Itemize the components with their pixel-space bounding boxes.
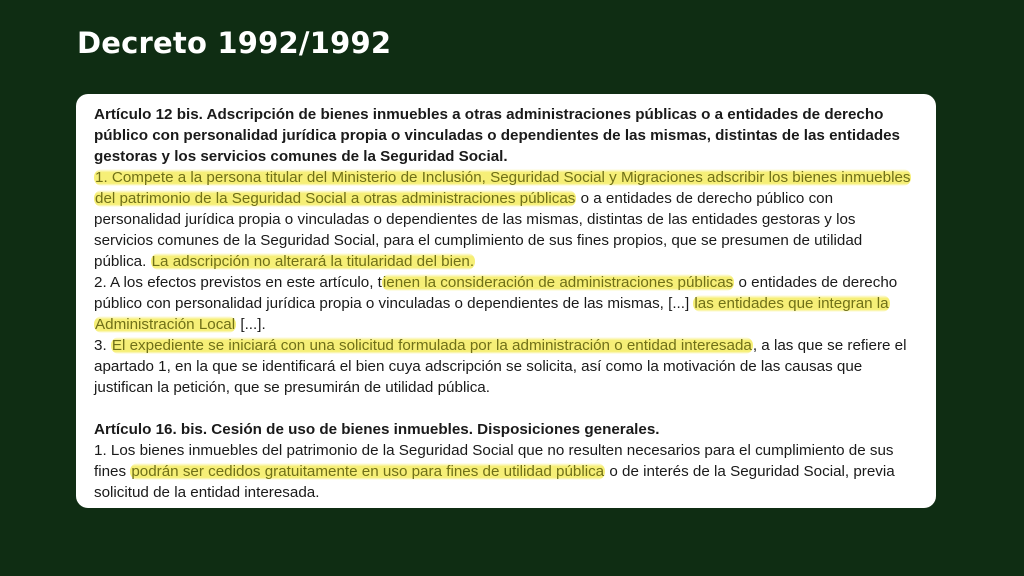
article-12-paragraph-3 [94, 335, 918, 398]
paragraph-number: 3. [94, 337, 111, 354]
paragraph-text: 1. Los bienes inmuebles del patrimonio de la Seguridad Social que no resulten necesarios para el cumplimiento de sus fines [94, 442, 894, 480]
highlight: las entidades que integran la Administración Local [95, 295, 889, 333]
paragraph-text: o a entidades de derecho público con personalidad jurídica propia o vinculadas o dependientes de las mismas, distintas de las entidades gestoras y los servicios comunes de la Seguridad Social, para el cumplimiento de sus fines propios, que se presumen de utilidad pública. [94, 190, 863, 270]
article-16-paragraph-1 [94, 440, 918, 503]
paragraph-text: [...]. [236, 316, 266, 333]
article-12-heading: Artículo 12 bis. Adscripción de bienes inmuebles a otras administraciones públicas o a entidades de derecho público con personalidad jurídica propia o vinculadas o dependientes de las mismas, distintas de las entidades gestoras y los servicios comunes de la Seguridad Social. [94, 106, 900, 165]
article-12-paragraph-1 [94, 167, 918, 272]
highlight: La adscripción no alterará la titularidad del bien. [151, 253, 475, 270]
highlight: El expediente se iniciará con una solicitud formulada por la administración o entidad interesada [111, 337, 752, 354]
highlight: podrán ser cedidos gratuitamente en uso para fines de utilidad pública [131, 463, 605, 480]
paragraph-text: , a las que se refiere el apartado 1, en la que se identificará el bien cuya adscripción se solicita, así como la motivación de las causas que justifican la petición, que se presumirán de utilidad pública. [94, 337, 907, 396]
paragraph-text: 2. A los efectos previstos en este artículo, t [94, 274, 382, 291]
article-12-paragraph-2 [94, 272, 918, 335]
article-16-heading: Artículo 16. bis. Cesión de uso de bienes inmuebles. Disposiciones generales. [94, 421, 660, 438]
highlight: ienen la consideración de administraciones públicas [382, 274, 734, 291]
paragraph-text: o de interés de la Seguridad Social, previa solicitud de la entidad interesada. [94, 463, 895, 501]
spacer [94, 398, 918, 419]
page-title: Decreto 1992/1992 [77, 26, 392, 60]
highlight: 1. Compete a la persona titular del Ministerio de Inclusión, Seguridad Social y Migraciones adscribir los bienes inmuebles del patrimonio de la Seguridad Social a otras administraciones públicas [95, 169, 911, 207]
document-card [76, 94, 936, 508]
paragraph-text: o entidades de derecho público con personalidad jurídica propia o vinculadas o dependientes de las mismas, [...] [94, 274, 898, 312]
